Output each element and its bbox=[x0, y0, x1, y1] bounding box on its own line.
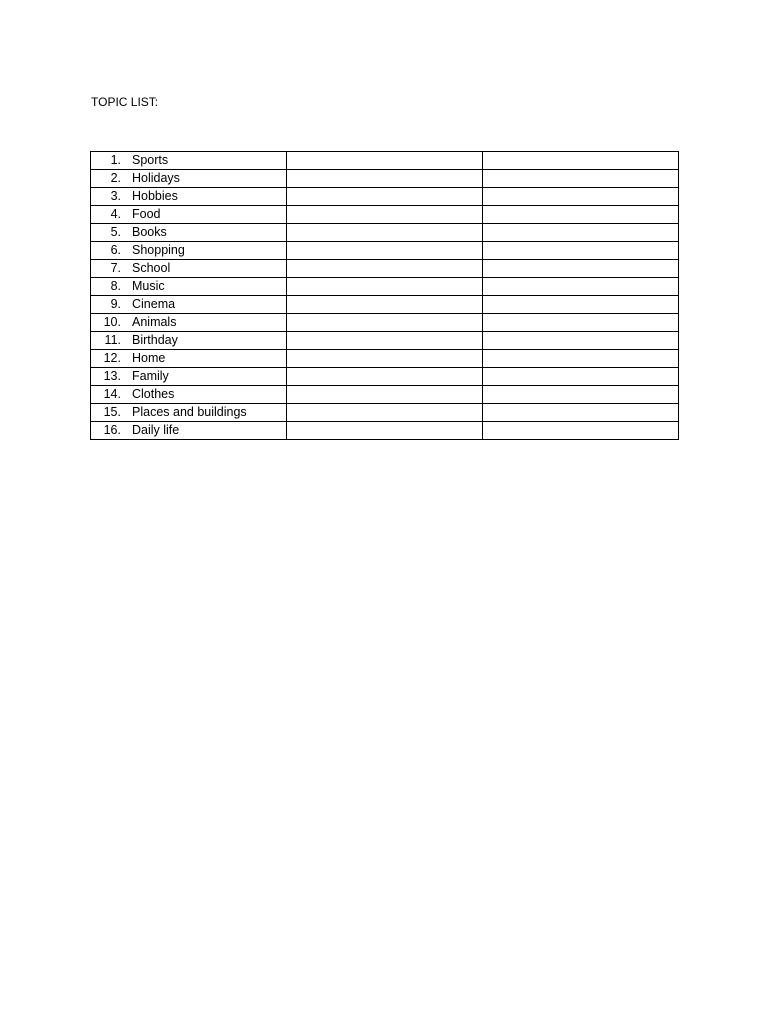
topic-label: Shopping bbox=[132, 243, 185, 257]
topic-number: 9. bbox=[110, 297, 121, 311]
empty-cell bbox=[287, 260, 483, 278]
topic-cell bbox=[91, 350, 287, 368]
topic-cell bbox=[91, 314, 287, 332]
topic-label: Daily life bbox=[132, 423, 180, 437]
topic-number: 1. bbox=[110, 153, 121, 167]
topic-number: 10. bbox=[103, 315, 121, 329]
table-row bbox=[91, 350, 679, 368]
empty-cell bbox=[287, 386, 483, 404]
topic-cell bbox=[91, 170, 287, 188]
table-row bbox=[91, 188, 679, 206]
topic-label: Family bbox=[132, 369, 169, 383]
topic-table bbox=[90, 151, 679, 440]
topic-label: Animals bbox=[132, 315, 177, 329]
table-row bbox=[91, 296, 679, 314]
topic-cell bbox=[91, 260, 287, 278]
topic-number: 16. bbox=[103, 423, 121, 437]
table-row bbox=[91, 260, 679, 278]
empty-cell bbox=[483, 332, 679, 350]
empty-cell bbox=[483, 404, 679, 422]
table-row bbox=[91, 224, 679, 242]
topic-label: Birthday bbox=[132, 333, 178, 347]
topic-cell bbox=[91, 224, 287, 242]
empty-cell bbox=[287, 170, 483, 188]
empty-cell bbox=[287, 206, 483, 224]
empty-cell bbox=[287, 314, 483, 332]
topic-label: Food bbox=[132, 207, 161, 221]
topic-label: Cinema bbox=[132, 297, 176, 311]
topic-number: 8. bbox=[110, 279, 121, 293]
topic-number: 11. bbox=[104, 333, 121, 347]
empty-cell bbox=[483, 422, 679, 440]
empty-cell bbox=[483, 260, 679, 278]
empty-cell bbox=[287, 350, 483, 368]
topic-label: Books bbox=[132, 225, 167, 239]
empty-cell bbox=[483, 152, 679, 170]
topic-cell bbox=[91, 242, 287, 260]
table-row bbox=[91, 278, 679, 296]
topic-number: 6. bbox=[110, 243, 121, 257]
topic-label: Music bbox=[132, 279, 165, 293]
empty-cell bbox=[287, 332, 483, 350]
topic-cell bbox=[91, 422, 287, 440]
empty-cell bbox=[287, 188, 483, 206]
empty-cell bbox=[287, 368, 483, 386]
topic-number: 3. bbox=[110, 189, 121, 203]
empty-cell bbox=[483, 278, 679, 296]
topic-cell bbox=[91, 278, 287, 296]
topic-number: 14. bbox=[103, 387, 121, 401]
table-row bbox=[91, 314, 679, 332]
empty-cell bbox=[483, 386, 679, 404]
empty-cell bbox=[483, 314, 679, 332]
table-row bbox=[91, 206, 679, 224]
empty-cell bbox=[287, 404, 483, 422]
topic-cell bbox=[91, 152, 287, 170]
empty-cell bbox=[483, 206, 679, 224]
topic-label: Home bbox=[132, 351, 166, 365]
empty-cell bbox=[483, 224, 679, 242]
topic-label: Places and buildings bbox=[132, 405, 247, 419]
topic-label: Sports bbox=[132, 153, 169, 167]
topic-number: 4. bbox=[110, 207, 121, 221]
topic-number: 7. bbox=[110, 261, 121, 275]
table-row bbox=[91, 152, 679, 170]
page-title: TOPIC LIST: bbox=[91, 95, 159, 109]
topic-number: 12. bbox=[103, 351, 121, 365]
empty-cell bbox=[287, 152, 483, 170]
topic-label: School bbox=[132, 261, 171, 275]
topic-number: 5. bbox=[110, 225, 121, 239]
empty-cell bbox=[483, 296, 679, 314]
table-row bbox=[91, 404, 679, 422]
topic-cell bbox=[91, 404, 287, 422]
table-row bbox=[91, 386, 679, 404]
table-row bbox=[91, 242, 679, 260]
table-row bbox=[91, 170, 679, 188]
empty-cell bbox=[483, 368, 679, 386]
topic-label: Hobbies bbox=[132, 189, 178, 203]
table-row bbox=[91, 332, 679, 350]
empty-cell bbox=[483, 170, 679, 188]
empty-cell bbox=[483, 242, 679, 260]
topic-cell bbox=[91, 368, 287, 386]
empty-cell bbox=[287, 242, 483, 260]
topic-table-body bbox=[91, 152, 679, 440]
topic-number: 13. bbox=[103, 369, 121, 383]
topic-label: Holidays bbox=[132, 171, 180, 185]
topic-cell bbox=[91, 188, 287, 206]
topic-cell bbox=[91, 332, 287, 350]
topic-cell bbox=[91, 386, 287, 404]
topic-label: Clothes bbox=[132, 387, 175, 401]
topic-number: 2. bbox=[110, 171, 121, 185]
empty-cell bbox=[287, 422, 483, 440]
empty-cell bbox=[287, 278, 483, 296]
topic-cell bbox=[91, 206, 287, 224]
table-row bbox=[91, 368, 679, 386]
table-row bbox=[91, 422, 679, 440]
topic-cell bbox=[91, 296, 287, 314]
empty-cell bbox=[483, 350, 679, 368]
empty-cell bbox=[287, 296, 483, 314]
topic-number: 15. bbox=[103, 405, 121, 419]
empty-cell bbox=[483, 188, 679, 206]
empty-cell bbox=[287, 224, 483, 242]
